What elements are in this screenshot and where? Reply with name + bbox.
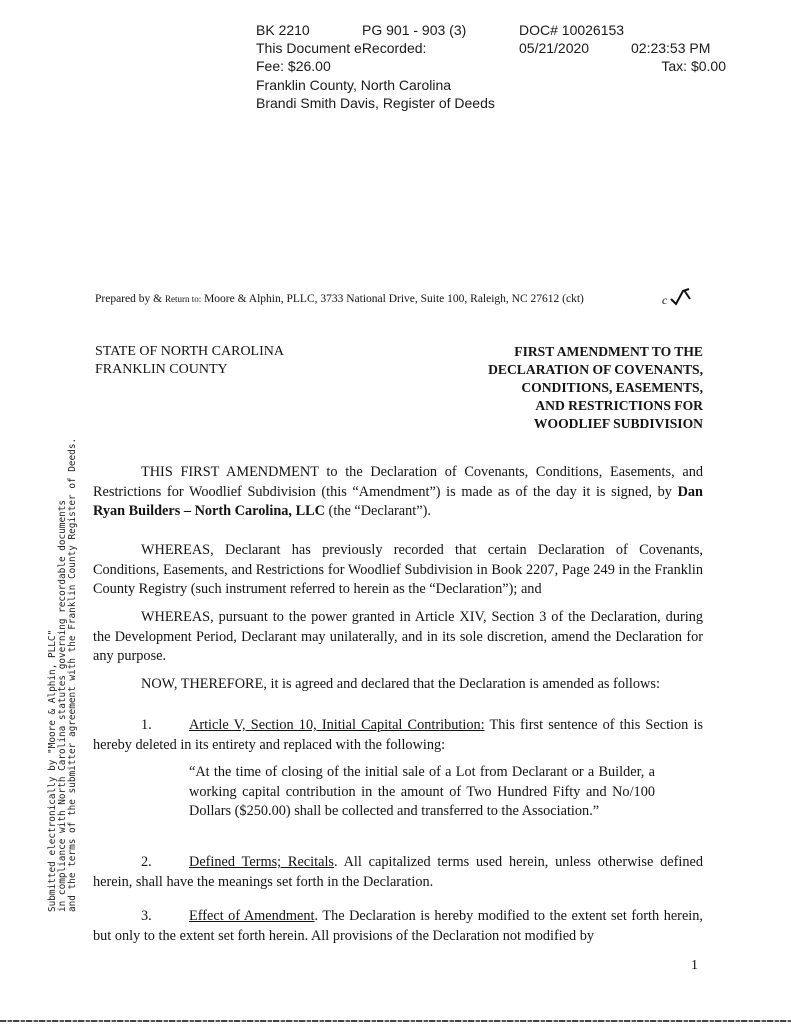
section-1-text: This first sentence of this Section is hereby deleted in its entirety and replaced with the following: (93, 717, 703, 753)
whereas-paragraph-1 (93, 541, 703, 600)
intro-text-1: THIS FIRST AMENDMENT to the Declaration of Covenants, Conditions, Easements, and Restrictions for Woodlief Subdivision (this “Amendment”) is made as of the day it is signed, by (93, 464, 703, 500)
title-line-2: DECLARATION OF COVENANTS, (488, 362, 703, 377)
side-notice-line2: in compliance with North Carolina statutes governing recordable documents (57, 499, 68, 912)
title-line-1: FIRST AMENDMENT TO THE (514, 344, 703, 359)
tax: Tax: $0.00 (661, 58, 726, 74)
caption (95, 343, 284, 379)
preparer-address: Moore & Alphin, PLLC, 3733 National Drive, Suite 100, Raleigh, NC 27612 (ckt) (204, 293, 584, 305)
prepared-by-label: Prepared by & (95, 293, 163, 305)
recorded-time: 02:23:53 PM (631, 40, 711, 56)
book-number: BK 2210 (256, 22, 310, 38)
section-2-text: . All capitalized terms used herein, unless otherwise defined herein, shall have the meanings set forth in the Declaration. (93, 854, 703, 890)
intro-text-2: (the “Declarant”). (324, 503, 431, 519)
section-2-heading: Defined Terms; Recitals (189, 854, 334, 870)
section-2-number: 2. (141, 854, 152, 870)
section-3-text: . The Declaration is hereby modified to the extent set forth herein, but only to the extent set forth herein. All provisions of the Declaration not modified by (93, 908, 703, 944)
recording-stamp (256, 21, 736, 116)
title-line-3: CONDITIONS, EASEMENTS, (521, 380, 703, 395)
title-line-4: AND RESTRICTIONS FOR (535, 398, 703, 413)
scan-edge-line (0, 1020, 791, 1022)
section-3 (93, 907, 703, 946)
page-range: PG 901 - 903 (3) (362, 22, 467, 38)
return-to-label: Return to: (164, 294, 202, 304)
intro-paragraph (93, 463, 703, 522)
fee: Fee: $26.00 (256, 58, 331, 74)
section-1 (93, 716, 703, 755)
section-1-heading: Article V, Section 10, Initial Capital Contribution: (189, 717, 485, 733)
quote-text: “At the time of closing of the initial sale of a Lot from Declarant or a Builder, a working capital contribution in the amount of Two Hundred Fifty and No/100 Dollars ($250.00) shall be collected and transferred to the Association.” (189, 764, 655, 819)
whereas-2-text: WHEREAS, pursuant to the power granted in Article XIV, Section 3 of the Declaration, during the Development Period, Declarant may unilaterally, and in its sole discretion, amend the Declaration for any purpose. (93, 609, 703, 664)
whereas-1-text: WHEREAS, Declarant has previously recorded that certain Declaration of Covenants, Conditions, Easements, and Restrictions for Woodlief Subdivision in Book 2207, Page 249 in the Franklin County Registry (such instrument referred to herein as the “Declaration”); and (93, 542, 703, 597)
section-3-number: 3. (141, 908, 152, 924)
side-notice-line1: Submitted electronically by "Moore & Alphin, PLLC" (47, 629, 58, 912)
caption-state: STATE OF NORTH CAROLINA (95, 344, 284, 359)
checkmark-icon (670, 287, 694, 307)
section-3-heading: Effect of Amendment (189, 908, 315, 924)
document-title (488, 343, 703, 433)
caption-county: FRANKLIN COUNTY (95, 362, 228, 377)
now-therefore-paragraph (93, 675, 703, 695)
title-line-5: WOODLIEF SUBDIVISION (533, 416, 703, 431)
register-of-deeds: Brandi Smith Davis, Register of Deeds (256, 95, 495, 111)
side-notice-line3: and the terms of the submitter agreement with the Franklin County Register of Deeds. (67, 437, 78, 912)
page-number: 1 (691, 958, 698, 973)
section-2 (93, 853, 703, 892)
section-1-number: 1. (141, 717, 152, 733)
declarant-name: Dan Ryan Builders – North Carolina, LLC (93, 483, 703, 519)
whereas-paragraph-2 (93, 608, 703, 667)
prepared-by-line (95, 293, 584, 305)
now-therefore-text: NOW, THEREFORE, it is agreed and declared that the Declaration is amended as follows: (141, 676, 660, 692)
replacement-quote (189, 763, 655, 822)
county: Franklin County, North Carolina (256, 77, 452, 93)
erecorded-label: This Document eRecorded: (256, 40, 427, 56)
doc-number: DOC# 10026153 (519, 22, 625, 38)
initials-text: c (662, 293, 668, 307)
recorded-date: 05/21/2020 (519, 40, 590, 56)
side-notice (48, 350, 80, 912)
handwritten-initials (662, 293, 667, 308)
